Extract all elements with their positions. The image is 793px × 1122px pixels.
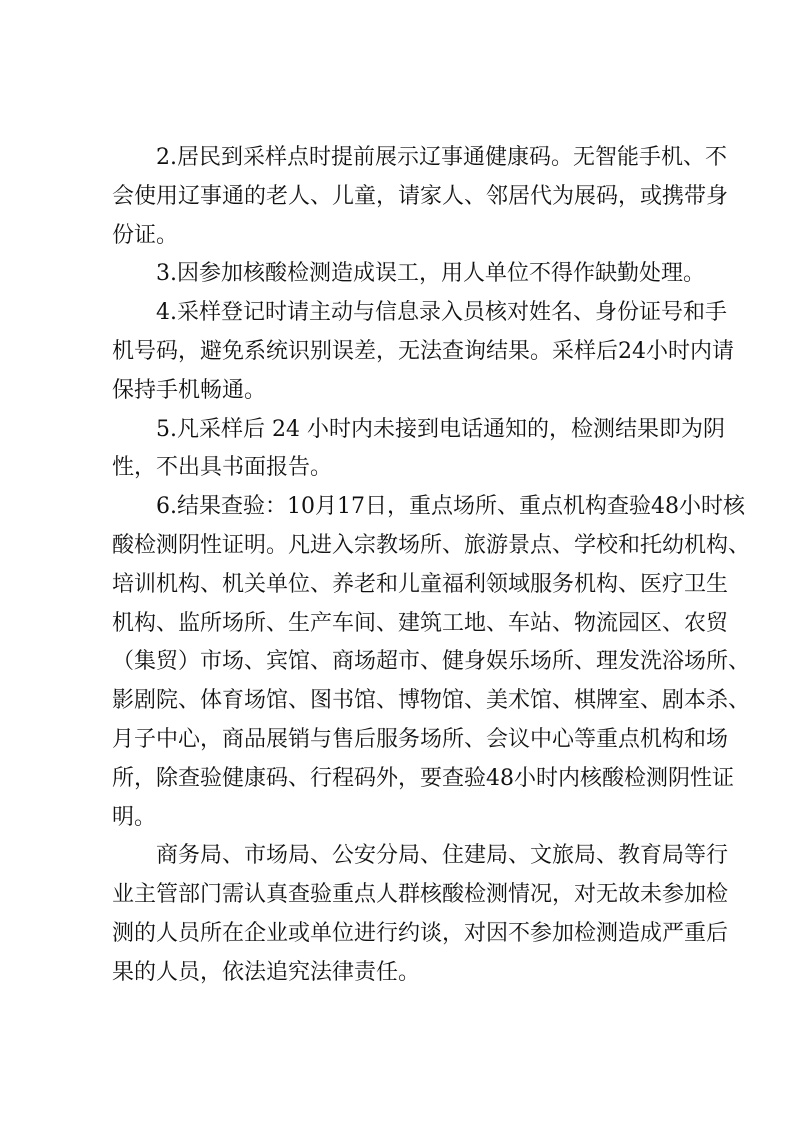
paragraph-item-6 [112, 488, 751, 837]
paragraph-line: 所，除查验健康码、行程码外，要查验48小时内核酸检测阴性证 [112, 765, 734, 791]
paragraph-line: （集贸）市场、宾馆、商场超市、健身娱乐场所、理发洗浴场所、 [112, 649, 751, 675]
paragraph-line: 会使用辽事通的老人、儿童，请家人、邻居代为展码，或携带身 [112, 183, 729, 209]
paragraph-line: 机号码，避免系统识别误差，无法查询结果。采样后24小时内请 [112, 338, 734, 364]
paragraph-line: 明。 [112, 804, 157, 830]
paragraph-line: 酸检测阴性证明。凡进入宗教场所、旅游景点、学校和托幼机构、 [112, 532, 751, 558]
paragraph-item-2 [112, 139, 729, 255]
paragraph-line: 月子中心，商品展销与售后服务场所、会议中心等重点机构和场 [112, 726, 729, 752]
paragraph-line: 保持手机畅通。 [112, 377, 267, 403]
paragraph-line: 2.居民到采样点时提前展示辽事通健康码。无智能手机、不 [156, 145, 727, 170]
paragraph-line: 影剧院、体育场馆、图书馆、博物馆、美术馆、棋牌室、剧本杀、 [112, 688, 751, 714]
paragraph-line: 3.因参加核酸检测造成误工，用人单位不得作缺勤处理。 [156, 261, 705, 287]
paragraph-line: 商务局、市场局、公安分局、住建局、文旅局、教育局等行 [156, 843, 729, 869]
paragraph-line: 性，不出具书面报告。 [112, 455, 333, 481]
paragraph-item-5 [112, 411, 725, 489]
paragraph-item-4 [112, 294, 734, 410]
paragraph-line: 业主管部门需认真查验重点人群核酸检测情况，对无故未参加检 [112, 882, 729, 908]
paragraph-line: 培训机构、机关单位、养老和儿童福利领域服务机构、医疗卫生 [112, 571, 729, 597]
paragraph-line: 5.凡采样后 24 小时内未接到电话通知的，检测结果即为阴 [156, 416, 725, 442]
paragraph-item-7 [112, 837, 729, 992]
paragraph-line: 4.采样登记时请主动与信息录入员核对姓名、身份证号和手 [156, 300, 727, 326]
paragraph-line: 6.结果查验：10月17日，重点场所、重点机构查验48小时核 [156, 494, 745, 520]
paragraph-line: 份证。 [112, 222, 179, 248]
document-body [112, 139, 751, 993]
paragraph-line: 测的人员所在企业或单位进行约谈，对因不参加检测造成严重后 [112, 920, 729, 946]
paragraph-item-3 [112, 255, 708, 294]
paragraph-line: 果的人员，依法追究法律责任。 [112, 959, 421, 985]
paragraph-line: 机构、监所场所、生产车间、建筑工地、车站、物流园区、农贸 [112, 610, 729, 636]
